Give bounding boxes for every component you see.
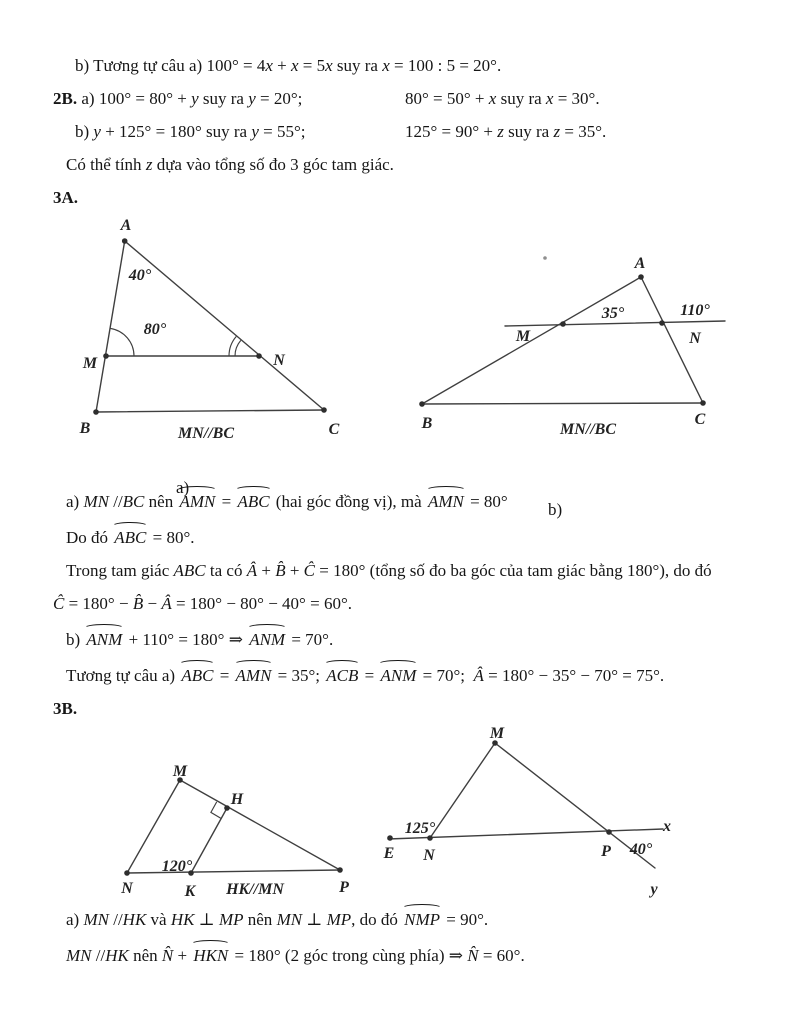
- angle-mark: [211, 802, 221, 819]
- text-segment: AMN: [234, 662, 274, 687]
- point-dot: [224, 805, 230, 811]
- text-segment: ABC: [235, 488, 271, 513]
- text-segment: Â: [473, 666, 484, 685]
- text-segment: = 80°: [465, 492, 508, 511]
- text-line: [0, 524, 792, 549]
- figure-label: N: [273, 352, 285, 369]
- text-segment: = 5: [298, 56, 326, 75]
- figure-label: E: [383, 845, 395, 862]
- text-line: [0, 121, 792, 143]
- scan-speck: [543, 256, 547, 260]
- figure-label: M: [82, 355, 98, 372]
- figure-line: [191, 808, 227, 873]
- text-segment: ABC: [173, 561, 206, 580]
- point-dot: [638, 274, 644, 280]
- point-dot: [659, 320, 665, 326]
- text-segment: z: [497, 122, 504, 141]
- text-segment: AMN: [177, 488, 217, 513]
- text-segment: =: [360, 666, 379, 685]
- text-segment: = 60°.: [478, 946, 525, 965]
- figure-line: [96, 241, 125, 412]
- figure-label: 35°: [601, 305, 625, 322]
- figure-line: [422, 403, 703, 404]
- text-line: [0, 942, 792, 967]
- text-segment: = 30°.: [553, 89, 600, 108]
- text-segment: 100° = 4: [206, 56, 266, 75]
- text-segment: suy ra: [201, 122, 252, 141]
- figure-label: 125°: [404, 820, 436, 837]
- figure-label: y: [650, 881, 658, 898]
- text-segment: 80° = 50° +: [405, 89, 489, 108]
- caption-a: a): [176, 478, 190, 497]
- text-segment: Do đó: [66, 528, 113, 547]
- figure-label: MN//BC: [177, 425, 235, 442]
- text-segment: b) Tương tự câu a): [75, 56, 207, 75]
- text-segment: = 35°;: [273, 666, 325, 685]
- text-segment: x: [545, 89, 554, 108]
- text-segment: //: [108, 492, 123, 511]
- figure-label: HK//MN: [226, 881, 284, 898]
- text-segment: + 125° = 180°: [100, 122, 202, 141]
- figure-3a-a: [60, 210, 370, 455]
- text-segment: y: [251, 122, 259, 141]
- text-segment: ⊥: [302, 910, 327, 929]
- text-segment: +: [173, 946, 192, 965]
- text-line: [0, 187, 792, 209]
- text-segment: ANM: [247, 626, 287, 651]
- text-line: [0, 560, 792, 582]
- figure-label: N: [423, 847, 435, 864]
- text-segment: ANM: [378, 662, 418, 687]
- text-segment: BC: [122, 492, 145, 511]
- figure-label: M: [515, 328, 531, 345]
- text-segment: nên: [144, 492, 178, 511]
- text-segment: N̂: [161, 946, 174, 965]
- text-segment: =: [217, 492, 236, 511]
- text-segment: NMP: [402, 906, 442, 931]
- text-segment: Ĉ: [53, 594, 65, 613]
- text-line: [0, 593, 792, 615]
- text-segment: 2B.: [53, 89, 82, 108]
- text-column-2: [405, 88, 600, 110]
- text-segment: = 20°;: [255, 89, 303, 108]
- text-segment: = 180°: [230, 946, 281, 965]
- solution-text-bottom: [0, 906, 792, 967]
- point-dot: [256, 353, 262, 359]
- figure-line: [180, 780, 340, 870]
- text-segment: AMN: [426, 488, 466, 513]
- text-segment: = 100 : 5 = 20°.: [389, 56, 502, 75]
- text-segment: +: [272, 56, 291, 75]
- text-segment: Â: [246, 561, 258, 580]
- figure-label: P: [601, 843, 611, 860]
- figure-label: 120°: [161, 858, 193, 875]
- text-segment: suy ra: [332, 56, 383, 75]
- text-segment: 3A.: [53, 188, 79, 207]
- figure-label: C: [694, 411, 706, 428]
- text-segment: N̂: [467, 946, 479, 965]
- text-segment: z: [553, 122, 561, 141]
- text-segment: a): [66, 910, 84, 929]
- figure-3b-left: [100, 752, 370, 902]
- point-dot: [700, 400, 706, 406]
- angle-mark: [235, 340, 241, 356]
- text-segment: MN: [66, 946, 92, 965]
- text-segment: nên: [128, 946, 162, 965]
- point-dot: [103, 353, 109, 359]
- text-segment: x: [382, 56, 390, 75]
- text-segment: +: [257, 561, 276, 580]
- figure-3b: [0, 725, 792, 906]
- text-segment: x: [290, 56, 299, 75]
- figure-label: C: [328, 421, 340, 438]
- text-segment: = 80°.: [148, 528, 195, 547]
- point-dot: [419, 401, 425, 407]
- text-line: [0, 698, 792, 720]
- figure-label: N: [689, 330, 701, 347]
- text-segment: HK: [170, 910, 195, 929]
- figure-label: N: [121, 880, 133, 897]
- text-segment: = 90°.: [442, 910, 489, 929]
- point-dot: [122, 238, 128, 244]
- text-segment: suy ra: [198, 89, 249, 108]
- figure-label: B: [79, 420, 91, 437]
- figure-label: x: [663, 818, 671, 835]
- point-dot: [606, 829, 612, 835]
- text-segment: x: [265, 56, 273, 75]
- text-line: [0, 488, 792, 513]
- text-line: [0, 906, 792, 931]
- solution-text-mid: [0, 488, 792, 720]
- text-segment: = 180°: [315, 561, 366, 580]
- figure-line: [422, 277, 641, 404]
- text-segment: y: [248, 89, 256, 108]
- figure-3a: [0, 217, 792, 455]
- point-dot: [387, 835, 393, 841]
- figure-label: 110°: [680, 302, 710, 319]
- text-segment: Trong tam giác: [66, 561, 174, 580]
- text-segment: ABC: [112, 524, 148, 549]
- figure-label: P: [339, 879, 349, 896]
- figure-3a-b: [390, 240, 740, 462]
- text-segment: Có thể tính: [66, 155, 146, 174]
- figure-label: H: [230, 791, 244, 808]
- text-segment: (tổng số đo ba góc của tam giác bằng 180°), do đó: [365, 561, 712, 580]
- text-segment: , do đó: [351, 910, 403, 929]
- text-segment: (2 góc trong cùng phía) ⇒: [280, 946, 468, 965]
- text-segment: 3B.: [53, 699, 78, 718]
- text-segment: MP: [326, 910, 352, 929]
- text-segment: Tương tự câu a): [66, 666, 180, 685]
- text-segment: ABC: [179, 662, 215, 687]
- text-segment: (hai góc đồng vị), mà: [271, 492, 426, 511]
- text-segment: a): [81, 89, 99, 108]
- text-segment: Ĉ: [303, 561, 316, 580]
- figure-label: K: [184, 883, 196, 900]
- text-segment: x: [488, 89, 497, 108]
- text-segment: y: [93, 122, 101, 141]
- figure-label: 40°: [629, 841, 653, 858]
- text-segment: B̂: [275, 561, 286, 580]
- point-dot: [337, 867, 343, 873]
- text-segment: = 70°;: [418, 666, 474, 685]
- text-segment: y: [191, 89, 199, 108]
- text-segment: b): [66, 630, 85, 649]
- figure-label: 40°: [128, 267, 152, 284]
- text-line: [0, 88, 792, 110]
- figure-line: [127, 870, 340, 873]
- figure-line: [96, 410, 324, 412]
- figure-label: MN//BC: [559, 421, 617, 438]
- point-dot: [93, 409, 99, 415]
- text-segment: MN: [83, 910, 109, 929]
- text-segment: HKN: [191, 942, 230, 967]
- text-segment: = 180° − 35° − 70° = 75°.: [483, 666, 665, 685]
- text-segment: b): [75, 122, 94, 141]
- text-line: [0, 662, 792, 687]
- text-segment: x: [325, 56, 333, 75]
- figure-label: B: [421, 415, 433, 432]
- point-dot: [560, 321, 566, 327]
- text-segment: a): [66, 492, 84, 511]
- text-segment: ACB: [324, 662, 360, 687]
- text-segment: ANM: [84, 626, 124, 651]
- figure-label: A: [120, 217, 132, 234]
- text-segment: = 35°.: [560, 122, 607, 141]
- text-line: [0, 626, 792, 651]
- figure-3b-right: [380, 725, 680, 905]
- text-segment: //: [91, 946, 106, 965]
- text-segment: HK: [105, 946, 129, 965]
- figure-label: M: [489, 725, 505, 742]
- text-segment: MP: [218, 910, 244, 929]
- text-column-2: [405, 121, 606, 143]
- text-segment: và: [146, 910, 171, 929]
- text-segment: + 110° = 180° ⇒: [124, 630, 248, 649]
- figure-label: M: [172, 763, 188, 780]
- text-segment: z: [145, 155, 153, 174]
- angle-mark: [111, 328, 135, 356]
- text-segment: = 55°;: [258, 122, 306, 141]
- figure-label: 80°: [143, 321, 167, 338]
- text-segment: ⊥: [194, 910, 219, 929]
- text-segment: 100° = 80° +: [98, 89, 192, 108]
- text-segment: MN: [276, 910, 303, 929]
- text-segment: nên: [243, 910, 277, 929]
- text-segment: +: [285, 561, 304, 580]
- figure-label: A: [634, 255, 646, 272]
- text-segment: = 180° −: [64, 594, 133, 613]
- text-segment: suy ra: [503, 122, 554, 141]
- text-segment: //: [108, 910, 123, 929]
- text-segment: suy ra: [496, 89, 546, 108]
- text-segment: HK: [122, 910, 147, 929]
- figure-line: [430, 743, 495, 838]
- text-segment: −: [143, 594, 162, 613]
- text-segment: =: [215, 666, 234, 685]
- point-dot: [321, 407, 327, 413]
- text-segment: Â: [161, 594, 172, 613]
- text-segment: = 180° − 80° − 40° = 60°.: [171, 594, 352, 613]
- text-line: [0, 154, 792, 176]
- text-segment: MN: [83, 492, 109, 511]
- point-dot: [124, 870, 130, 876]
- text-segment: B̂: [132, 594, 144, 613]
- text-segment: = 70°.: [287, 630, 334, 649]
- text-line: [0, 55, 792, 77]
- caption-b: b): [548, 500, 563, 519]
- solution-text-top: [0, 55, 792, 209]
- text-segment: 125° = 90° +: [405, 122, 498, 141]
- text-segment: ta có: [205, 561, 247, 580]
- text-segment: dựa vào tổng số đo 3 góc tam giác.: [152, 155, 394, 174]
